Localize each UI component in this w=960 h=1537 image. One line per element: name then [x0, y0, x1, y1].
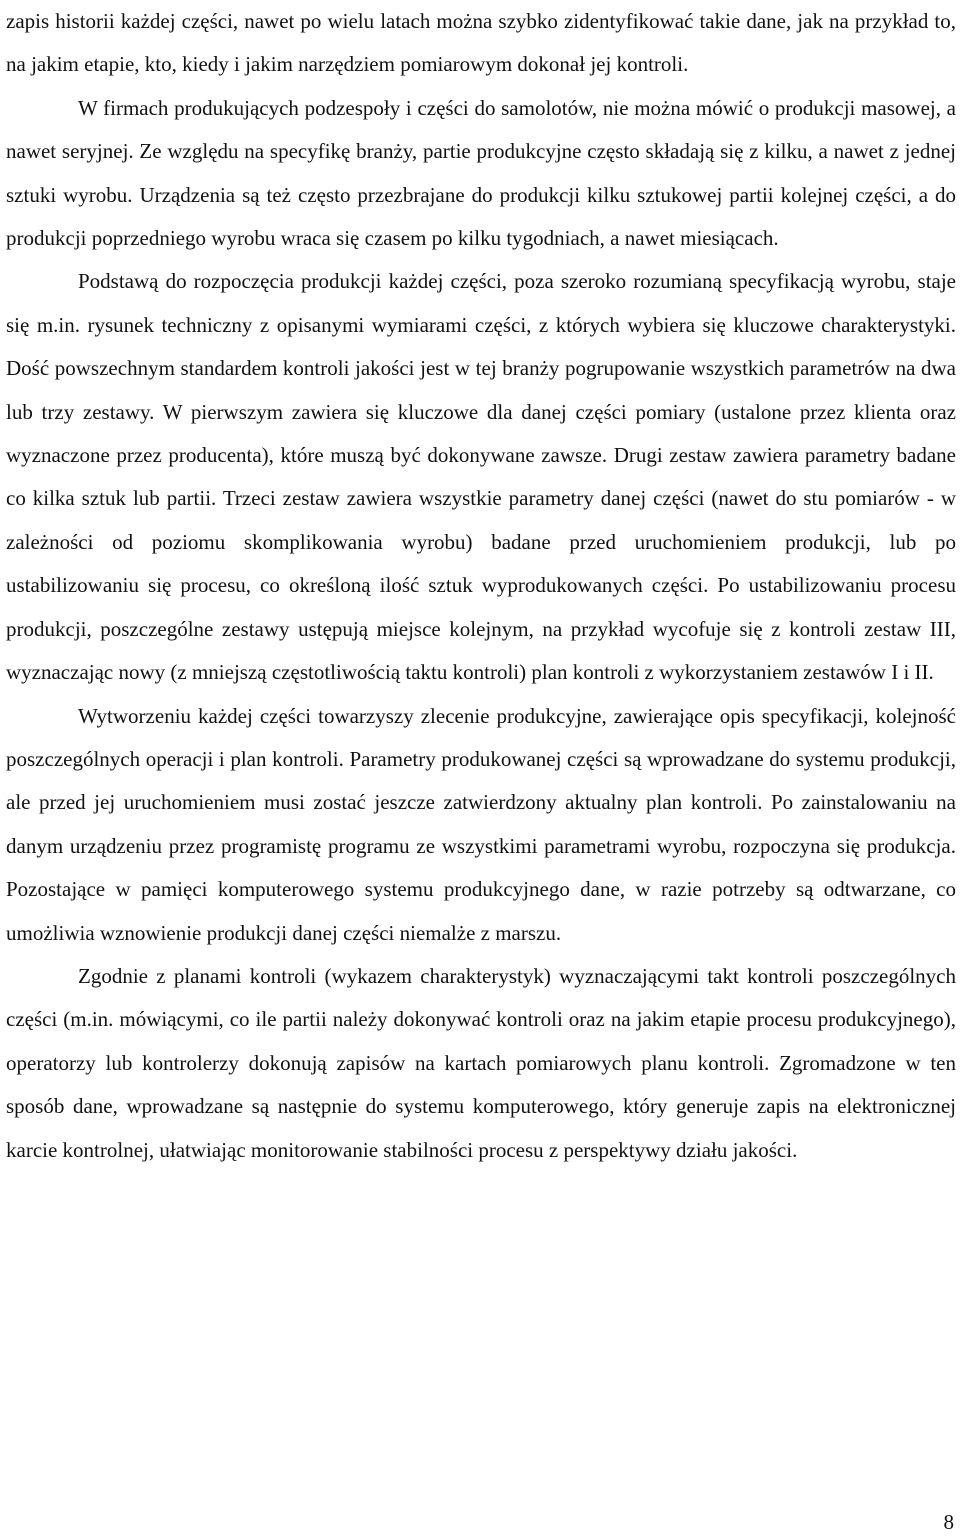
paragraph-5: Zgodnie z planami kontroli (wykazem charakterystyk) wyznaczającymi takt kontroli poszczególnych części (m.in. mówiącymi, co ile partii należy dokonywać kontroli oraz na jakim etapie procesu produkcyjnego), operatorzy lub kontrolerzy dokonują zapisów na kartach pomiarowych planu kontroli. Zgromadzone w ten sposób dane, wprowadzane są następnie do systemu komputerowego, który generuje zapis na elektronicznej karcie kontrolnej, ułatwiając monitorowanie stabilności procesu z perspektywy działu jakości.	[6, 963, 956, 1162]
paragraph-4: Wytworzeniu każdej części towarzyszy zlecenie produkcyjne, zawierające opis specyfikacji, kolejność poszczególnych operacji i plan kontroli. Parametry produkowanej części są wprowadzane do systemu produkcji, ale przed jej uruchomieniem musi zostać jeszcze zatwierdzony aktualny plan kontroli. Po zainstalowaniu na danym urządzeniu przez programistę programu ze wszystkimi parametrami wyrobu, rozpoczyna się produkcja. Pozostające w pamięci komputerowego systemu produkcyjnego dane, w razie potrzeby są odtwarzane, co umożliwia wznowienie produkcji danej części niemalże z marszu.	[6, 703, 956, 945]
paragraph-1: zapis historii każdej części, nawet po wielu latach można szybko zidentyfikować takie dane, jak na przykład to, na jakim etapie, kto, kiedy i jakim narzędziem pomiarowym dokonał jej kontroli.	[6, 9, 956, 77]
paragraph-3: Podstawą do rozpoczęcia produkcji każdej części, poza szeroko rozumianą specyfikacją wyrobu, staje się m.in. rysunek techniczny z opisanymi wymiarami części, z których wybiera się kluczowe charakterystyki. Dość powszechnym standardem kontroli jakości jest w tej branży pogrupowanie wszystkich parametrów na dwa lub trzy zestawy. W pierwszym zawiera się kluczowe dla danej części pomiary (ustalone przez klienta oraz wyznaczone przez producenta), które muszą być dokonywane zawsze. Drugi zestaw zawiera parametry badane co kilka sztuk lub partii. Trzeci zestaw zawiera wszystkie parametry danej części (nawet do stu pomiarów - w zależności od poziomu skomplikowania wyrobu) badane przed uruchomieniem produkcji, lub po ustabilizowaniu się procesu, co określoną ilość sztuk wyprodukowanych części. Po ustabilizowaniu procesu produkcji, poszczególne zestawy ustępują miejsce kolejnym, na przykład wycofuje się z kontroli zestaw III, wyznaczając nowy (z mniejszą częstotliwością taktu kontroli) plan kontroli z wykorzystaniem zestawów I i II.	[6, 269, 956, 685]
paragraph-2: W firmach produkujących podzespoły i części do samolotów, nie można mówić o produkcji masowej, a nawet seryjnej. Ze względu na specyfikę branży, partie produkcyjne często składają się z kilku, a nawet z jednej sztuki wyrobu. Urządzenia są też często przezbrajane do produkcji kilku sztukowej partii kolejnej części, a do produkcji poprzedniego wyrobu wraca się czasem po kilku tygodniach, a nawet miesiącach.	[6, 95, 956, 251]
page-number: 8	[943, 1510, 954, 1534]
body-text	[6, 0, 956, 1172]
